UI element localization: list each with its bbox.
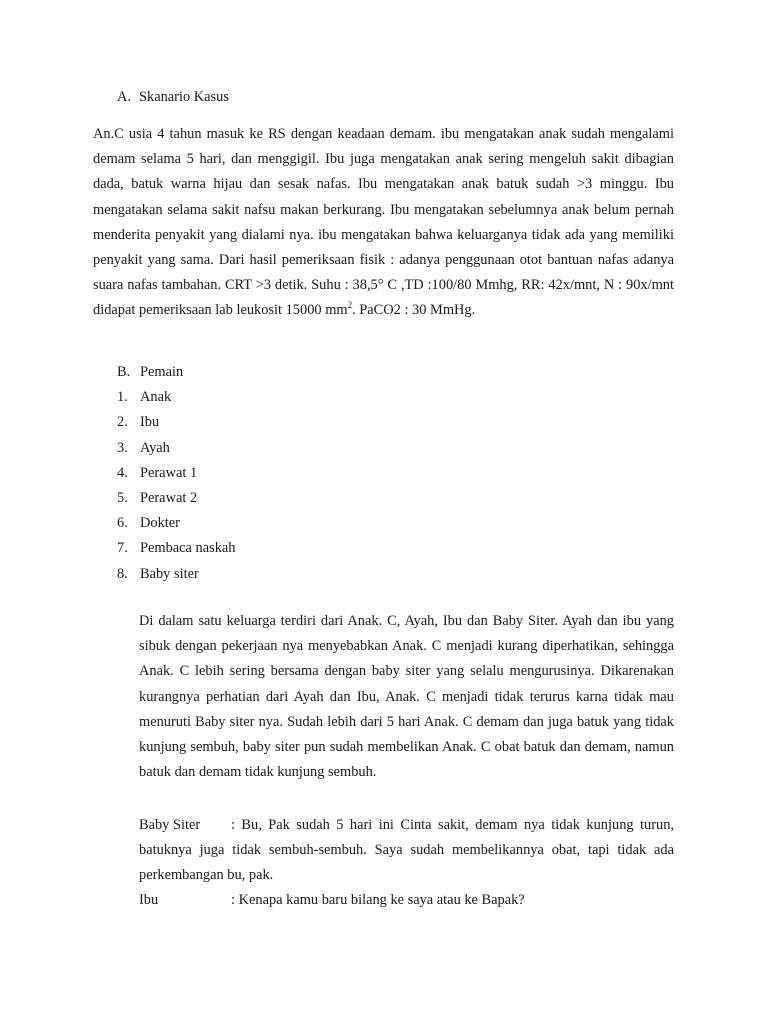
list-item-number: 1. [117, 389, 128, 406]
scenario-text-end: . PaCO2 : 30 MmHg. [352, 302, 476, 319]
dialogue-entry [139, 813, 674, 889]
list-item-number: 4. [117, 464, 128, 481]
cast-list [117, 362, 236, 589]
dialogue-entry [139, 888, 674, 913]
section-a-heading [117, 87, 229, 107]
list-item-number: 7. [117, 540, 128, 557]
dialogue-speaker: Ibu [139, 892, 159, 908]
list-item-label: Pembaca naskah [140, 540, 236, 557]
list-item-label: Ayah [140, 439, 170, 456]
dialogue-speaker: Baby Siter [139, 817, 201, 833]
list-item-label: Perawat 2 [140, 489, 198, 506]
list-item-label: Dokter [140, 515, 180, 532]
story-paragraph: Di dalam satu keluarga terdiri dari Anak. C, Ayah, Ibu dan Baby Siter. Ayah dan ibu yang sibuk dengan pekerjaan nya menyebabkan Anak. C menjadi kurang diperhatikan, sehingga Anak. C lebih sering bersama dengan baby siter yang selalu mengurusinya. Dikarenakan kurangnya perhatian dari Ayah dan Ibu, Anak. C menjadi tidak terurus karna tidak mau menuruti Baby siter nya. Sudah lebih dari 5 hari Anak. C demam dan juga batuk yang tidak kunjung sembuh, baby siter pun sudah membelikan Anak. C obat batuk dan demam, namun batuk dan demam tidak kunjung sembuh. [139, 613, 674, 781]
list-item-number: 5. [117, 489, 128, 506]
list-item [117, 513, 236, 538]
section-b-number: B. [117, 364, 131, 380]
scenario-paragraph [93, 122, 674, 324]
list-item [117, 387, 236, 412]
dialogue-line: : Kenapa kamu baru bilang ke saya atau ke Bapak? [231, 892, 525, 908]
list-item-number: 8. [117, 565, 128, 582]
section-b-title: Pemain [140, 364, 184, 380]
list-item [117, 438, 236, 463]
section-a-number: A. [117, 89, 131, 105]
list-item-number: 3. [117, 439, 128, 456]
section-a-title: Skanario Kasus [139, 89, 229, 105]
list-item [117, 538, 236, 563]
list-item-label: Anak [140, 389, 172, 406]
list-item [117, 564, 236, 589]
section-b-heading [117, 362, 236, 387]
list-item [117, 488, 236, 513]
list-item-label: Baby siter [140, 565, 199, 582]
story-intro [139, 609, 674, 785]
superscript: 2 [347, 300, 353, 311]
dialogue-line: : Bu, Pak sudah 5 hari ini Cinta sakit, demam nya tidak kunjung turun, batuknya juga tidak sembuh-sembuh. Saya sudah membelikannya obat, tapi tidak ada perkembangan bu, pak. [139, 817, 674, 884]
case-scenario [93, 122, 674, 324]
list-item-number: 2. [117, 414, 128, 431]
list-item-label: Ibu [140, 414, 160, 431]
list-item [117, 463, 236, 488]
list-item-number: 6. [117, 515, 128, 532]
list-item-label: Perawat 1 [140, 464, 198, 481]
scenario-text: An.C usia 4 tahun masuk ke RS dengan keadaan demam. ibu mengatakan anak sudah mengalami demam selama 5 hari, dan menggigil. Ibu juga mengatakan anak sering mengeluh sakit dibagian dada, batuk warna hijau dan sesak nafas. Ibu mengatakan anak batuk sudah >3 minggu. Ibu mengatakan selama sakit nafsu makan berkurang. Ibu mengatakan sebelumnya anak belum pernah menderita penyakit yang dialami nya. ibu mengatakan bahwa keluarganya tidak ada yang memiliki penyakit yang sama. Dari hasil pemeriksaan fisik : adanya penggunaan otot bantuan nafas adanya suara nafas tambahan. CRT >3 detik. Suhu : 38,5° C ,TD :100/80 Mmhg, RR: 42x/mnt, N : 90x/mnt didapat pemeriksaan lab leukosit 15000 mm [93, 126, 674, 319]
list-item [117, 412, 236, 437]
